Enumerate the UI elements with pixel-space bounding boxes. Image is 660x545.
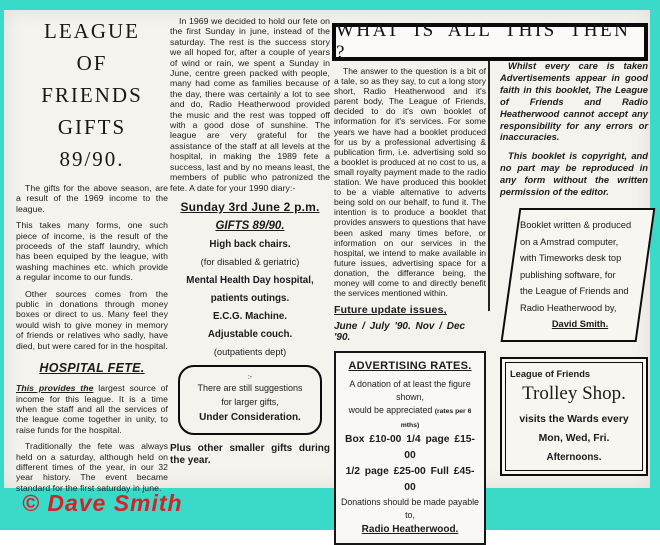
paragraph-fete-history: Traditionally the fete was always held on a saturday, although held on different times of the year, in our 32 year history. The event became standard for the first saturday in june. (16, 441, 168, 493)
paragraph-booklet-answer: The answer to the question is a bit of a tale, so as they say, to cut a long story short, Radio Heatherwood and it's parent body, The League of Friends, decided to do it's own booklet of information for it's services. For some years we have had a booklet produced for us by a professional advertising & publication firm, i.e. advertising sold so a booklet is produced at no cost to us, a small royalty payment made to the radio station. We have produced this booklet to be a viable alternative to adverts being sold on our behalf, to fund it. The intention is to produce a booklet that provides answers to questions that have been asked many times before, or information on our services in the hospital, we intend to make available in future issues, advertising space for a donation, the differance being, the money will come to and directly benefit the services mentioned within. (334, 66, 486, 299)
suggestions-line: for larger gifts, (221, 397, 279, 408)
credit-line: with Timeworks desk top (520, 252, 622, 263)
credit-signature: David Smith. (551, 318, 609, 329)
production-credit-content (520, 217, 640, 333)
masthead-line: 89/90. (59, 147, 125, 171)
rate-row-box-quarter: Box £10-00 1/4 page £15-00 (345, 434, 475, 462)
rates-period-note: (rates per 6 mths) (400, 408, 472, 430)
heading-hospital-fete: HOSPITAL FETE. (39, 361, 145, 376)
trolley-shop-inner (505, 362, 643, 471)
production-credit-box (501, 208, 656, 342)
gift-list-item: Mental Health Day hospital, (186, 274, 314, 286)
column-masthead (16, 20, 168, 499)
advertising-payee: Radio Heatherwood. (361, 524, 459, 536)
trolley-shop-title: Trolley Shop. (522, 383, 626, 405)
masthead-line: OF (76, 51, 108, 75)
header-title: WHAT IS ALL THIS THEN ? (336, 20, 631, 63)
paragraph-laundry-income: This takes many forms, one such piece of income, is the result of the proceeds of the staff laundry, which has been equiped by the league, with washing machines etc. which provide a regular income to our funds. (16, 220, 168, 283)
advertising-rates-line (341, 404, 479, 432)
paragraph-fete-story: In 1969 we decided to hold our fete on the first Sunday in june, instead of the saturday. The rest is the success story we all hoped for, after a couple of years of wind or rain, we spent a Sunday in June, centre green packed with people, many had come as families because of the day, there was certainly a lot to see and do, Radio Heatherwood provided the music and the rest was topped off with a good dose of sunshine. The league are very grateful for the assistance of the staff at all levels at the hospital, in making the 1989 fete a success, last and by no means least, the members of public who patronized the fete. A date for your 1990 diary:- (170, 16, 330, 193)
column-booklet-explainer (334, 66, 486, 545)
paragraph-smaller-gifts: Plus other smaller gifts during the year. (170, 442, 330, 466)
column-notices (500, 60, 648, 476)
trolley-time-line: Afternoons. (546, 452, 602, 464)
fete-rest-text: largest source of income for this league. It is a time when the staff and all the services of the league come together in unity, to raise funds for the hospital. (16, 383, 168, 435)
paragraph-advert-disclaimer: Whilst every care is taken Advertisements appear in good faith in this booklet, The League of Friends and Radio Heatherwood cannot accept any responsibility for any errors or inaccuracies. (500, 60, 648, 143)
suggestions-line-emphasis: Under Consideration. (199, 411, 301, 423)
heading-future-updates: Future update issues, (334, 304, 447, 317)
appreciated-text: would be appreciated (348, 405, 435, 416)
credit-line: on a Amstrad computer, (520, 236, 619, 247)
paragraph-gifts-intro: The gifts for the above season, are a result of the 1969 income to the league. (16, 183, 168, 214)
trolley-days-line: Mon, Wed, Fri. (538, 433, 610, 445)
credit-line: Booklet written & produced (520, 219, 632, 230)
header-banner (332, 20, 648, 63)
credit-line: publishing software, for (520, 269, 616, 280)
paragraph-copyright-notice: This booklet is copyright, and no part may be reproduced in any form without the written permission of the editor. (500, 150, 648, 198)
paragraph-fete-income (16, 383, 168, 435)
rate-row-half-full: 1/2 page £25-00 Full £45-00 (345, 466, 475, 494)
suggestions-box (178, 365, 322, 435)
gift-list-item: E.C.G. Machine. (212, 310, 288, 322)
masthead-line: GIFTS (57, 115, 127, 139)
masthead-line: FRIENDS (41, 83, 143, 107)
masthead-line: LEAGUE (44, 19, 140, 43)
trolley-schedule-line: visits the Wards every (519, 414, 629, 426)
column-fete-story (170, 16, 330, 467)
advertising-rates-title: ADVERTISING RATES. (348, 360, 472, 373)
gift-list-item: Adjustable couch. (207, 328, 293, 340)
gift-list-item: patients outings. (210, 292, 290, 304)
trolley-shop-box (500, 357, 648, 476)
heading-gifts-list: GIFTS 89/90. (215, 219, 285, 232)
advertising-payable-line: Donations should be made payable to, (341, 497, 479, 521)
fete-lead-text: This provides the (16, 383, 94, 394)
paragraph-donations: Other sources comes from the public in donations through money boxes or direct to us. Many feel they would wish to give money in memory of friends or relatives who sadly, have died, but were cared for in the hospital. (16, 288, 168, 351)
column-divider-rule (488, 61, 490, 311)
advertising-rates-box (334, 351, 486, 545)
gift-list-item-note: (for disabled & geriatric) (200, 256, 300, 267)
credit-line: Radio Heatherwood by, (520, 302, 617, 313)
copyright-watermark: © Dave Smith (22, 490, 183, 516)
gift-list-item-note: (outpatients dept) (213, 346, 287, 357)
trolley-org-label: League of Friends (510, 369, 591, 380)
advertising-rates-line: A donation of at least the figure shown, (349, 379, 471, 403)
future-update-dates: June / July '90. Nov / Dec '90. (334, 321, 466, 344)
suggestions-line: There are still suggestions (197, 382, 303, 393)
heading-fete-date: Sunday 3rd June 2 p.m. (180, 199, 320, 214)
suggestions-mark: :- (247, 373, 253, 381)
masthead-title (16, 20, 168, 171)
credit-line: the League of Friends and (520, 285, 629, 296)
gift-list-item: High back chairs. (209, 238, 291, 250)
